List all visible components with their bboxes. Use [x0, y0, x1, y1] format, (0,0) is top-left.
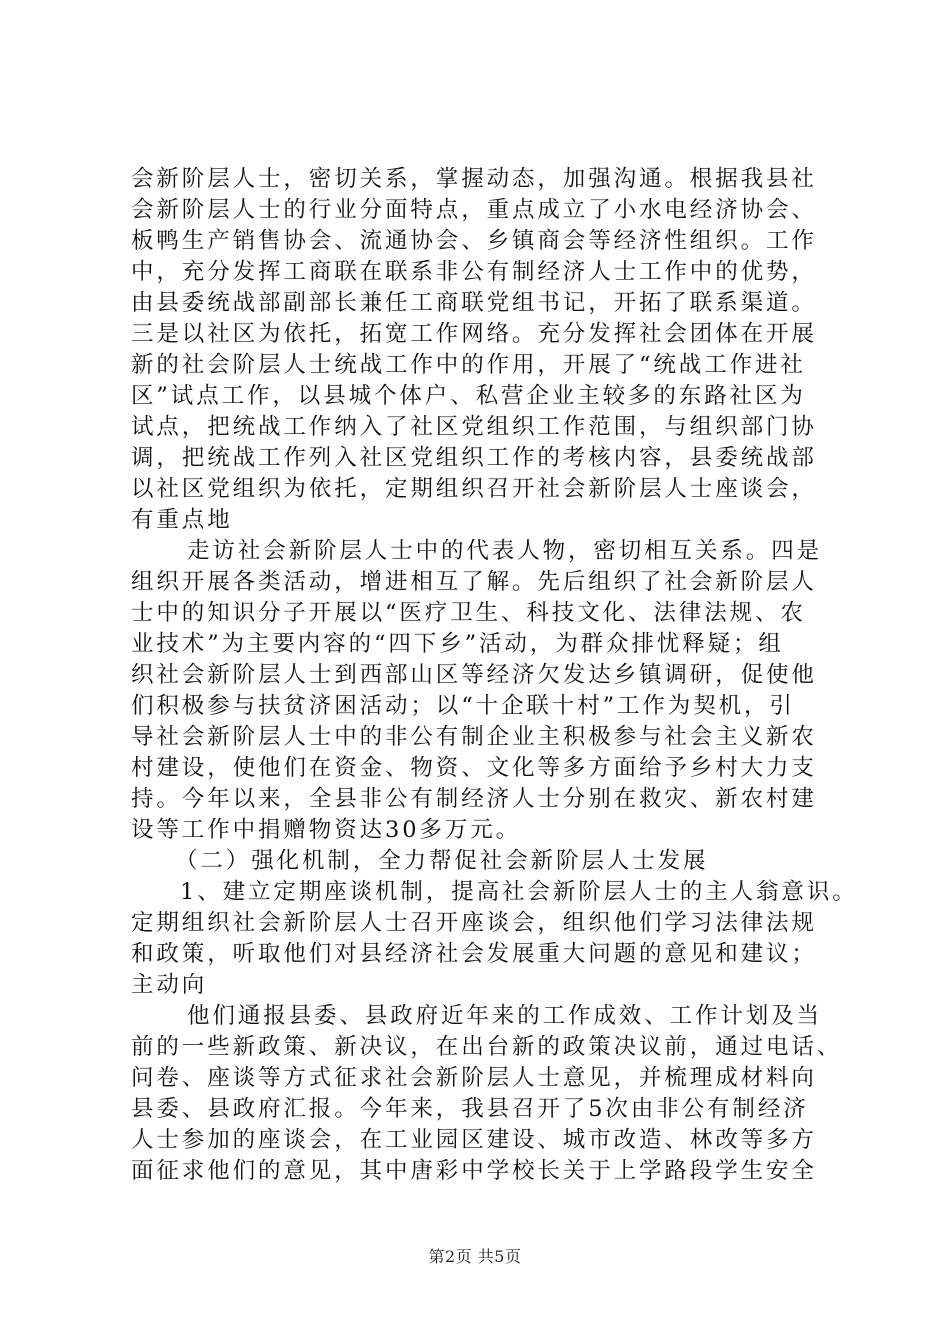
text-line: 会新阶层人士的行业分面特点，重点成立了小水电经济协会、 [131, 197, 817, 223]
text-line: 导社会新阶层人士中的非公有制企业主积极参与社会主义新农 [131, 724, 817, 750]
text-line: 组织开展各类活动，增进相互了解。先后组织了社会新阶层人 [131, 569, 817, 595]
document-body [131, 164, 858, 1187]
text-line: 前的一些新政策、新决议，在出台新的政策决议前，通过电话、 [131, 1034, 843, 1060]
text-line: 区”试点工作，以县城个体户、私营企业主较多的东路社区为 [131, 383, 806, 409]
text-line: 业技术”为主要内容的“四下乡”活动，为群众排忧释疑；组 [131, 631, 784, 657]
text-line: 面征求他们的意见，其中唐彩中学校长关于上学路段学生安全 [131, 1158, 817, 1184]
page-number-footer: 第2页 共5页 [428, 1247, 522, 1266]
text-line: 们积极参与扶贫济困活动；以“十企联十村”工作为契机，引 [131, 693, 795, 719]
text-line: 士中的知识分子开展以“医疗卫生、科技文化、法律法规、农 [131, 600, 806, 626]
text-line: 持。今年以来，全县非公有制经济人士分别在救灾、新农村建 [131, 786, 817, 812]
paragraph-start-line: 他们通报县委、县政府近年来的工作成效、工作计划及当 [187, 1003, 823, 1029]
section-heading: （二）强化机制，全力帮促社会新阶层人士发展 [175, 848, 709, 874]
text-line: 板鸭生产销售协会、流通协会、乡镇商会等经济性组织。工作 [131, 228, 817, 254]
text-line: 三是以社区为依托，拓宽工作网络。充分发挥社会团体在开展 [131, 321, 817, 347]
text-line: 设等工作中捐赠物资达30多万元。 [131, 817, 522, 843]
text-line: 会新阶层人士，密切关系，掌握动态，加强沟通。根据我县社 [131, 166, 817, 192]
paragraph-start-line: 1、建立定期座谈机制，提高社会新阶层人士的主人翁意识。 [180, 879, 858, 905]
text-line: 问卷、座谈等方式征求社会新阶层人士意见，并梳理成材料向 [131, 1065, 817, 1091]
text-line: 试点，把统战工作纳入了社区党组织工作范围，与组织部门协 [131, 414, 817, 440]
paragraph-start-line: 走访社会新阶层人士中的代表人物，密切相互关系。四是 [187, 538, 823, 564]
text-line: 有重点地 [131, 507, 233, 533]
text-line: 以社区党组织为依托，定期组织召开社会新阶层人士座谈会， [131, 476, 817, 502]
text-line: 新的社会阶层人士统战工作中的作用，开展了“统战工作进社 [131, 352, 806, 378]
text-line: 村建设，使他们在资金、物资、文化等多方面给予乡村大力支 [131, 755, 817, 781]
text-line: 织社会新阶层人士到西部山区等经济欠发达乡镇调研，促使他 [131, 662, 817, 688]
text-line: 定期组织社会新阶层人士召开座谈会，组织他们学习法律法规 [131, 910, 817, 936]
text-line: 县委、县政府汇报。今年来，我县召开了5次由非公有制经济 [131, 1096, 809, 1122]
text-line: 和政策，听取他们对县经济社会发展重大问题的意见和建议； [131, 941, 817, 967]
text-line: 主动向 [131, 972, 208, 998]
text-line: 人士参加的座谈会，在工业园区建设、城市改造、林改等多方 [131, 1127, 817, 1153]
text-line: 由县委统战部副部长兼任工商联党组书记，开拓了联系渠道。 [131, 290, 817, 316]
text-line: 中，充分发挥工商联在联系非公有制经济人士工作中的优势， [131, 259, 817, 285]
text-line: 调，把统战工作列入社区党组织工作的考核内容，县委统战部 [131, 445, 817, 471]
